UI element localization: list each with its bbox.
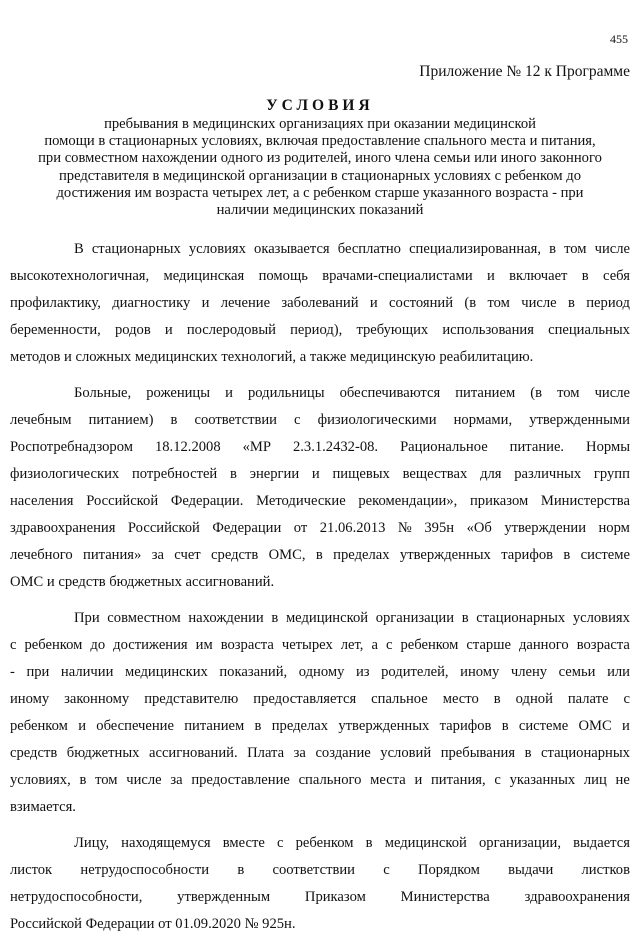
word: возраста	[220, 637, 274, 653]
word: в	[549, 241, 556, 257]
word: старше	[466, 637, 511, 653]
word: семьи	[558, 664, 596, 680]
word: за	[151, 547, 164, 563]
word: родителей,	[381, 664, 449, 680]
word: с	[10, 637, 17, 653]
text-line	[10, 767, 630, 794]
word: вместе	[222, 835, 265, 851]
word: соответствии	[272, 862, 355, 878]
text-line	[10, 317, 630, 344]
word: ребенком	[24, 637, 83, 653]
word: условиях	[572, 610, 630, 626]
word: для	[480, 466, 502, 482]
text-line	[10, 344, 630, 371]
text-line	[10, 542, 630, 569]
word: рекомендации»,	[358, 493, 458, 509]
word: медицинская	[163, 268, 245, 284]
word: нахождении	[188, 610, 264, 626]
page-number: 455	[610, 32, 628, 46]
text-line	[10, 263, 630, 290]
word: 2.3.1.2432-08.	[292, 439, 379, 455]
word: питанием)	[88, 412, 154, 428]
word: числе	[521, 295, 557, 311]
text-line	[10, 794, 630, 821]
word: в	[501, 718, 509, 734]
word: тарифов	[501, 547, 554, 563]
word: (в	[530, 385, 543, 401]
word: с	[383, 862, 390, 878]
word: нетрудоспособности	[80, 862, 210, 878]
word: послеродовый	[186, 322, 276, 338]
word: в	[365, 835, 373, 851]
word: средств	[211, 547, 259, 563]
word: в	[524, 745, 532, 761]
word: в	[230, 466, 237, 482]
word: ОМС	[578, 718, 612, 734]
word: Российской	[86, 493, 159, 509]
word: период),	[290, 322, 343, 338]
word: достижения	[113, 637, 188, 653]
word: нетрудоспособности,	[10, 889, 143, 905]
word: населения	[10, 493, 74, 509]
word: энергии	[249, 466, 300, 482]
word: родильницы	[247, 385, 325, 401]
text-line	[10, 632, 630, 659]
word: норм	[598, 520, 630, 536]
word: в	[170, 412, 178, 428]
word: медицинской	[384, 835, 467, 851]
word: требующих	[356, 322, 429, 338]
word: возраста	[576, 637, 630, 653]
word: условий	[380, 745, 432, 761]
word: врачами-специалистами	[322, 268, 473, 284]
word: иному	[460, 664, 500, 680]
word: обеспечение	[96, 718, 174, 734]
word: питание.	[509, 439, 565, 455]
word: период	[586, 295, 630, 311]
word: том	[95, 772, 118, 788]
word: профилактику,	[10, 295, 101, 311]
word: заболеваний	[281, 295, 359, 311]
word: в	[237, 862, 245, 878]
word: листков	[581, 862, 630, 878]
text-line	[10, 911, 630, 938]
word: ассигнований.	[149, 745, 238, 761]
text-line	[10, 434, 630, 461]
word: потребностей	[131, 466, 218, 482]
paragraph	[10, 830, 630, 938]
word: стационарных	[476, 610, 566, 626]
word: групп	[593, 466, 630, 482]
text-line	[10, 857, 630, 884]
word: физиологическими	[317, 412, 437, 428]
word: спальное	[371, 691, 428, 707]
word: в	[563, 547, 571, 563]
word: и	[225, 385, 233, 401]
word: и	[622, 718, 630, 734]
word: родов	[114, 322, 151, 338]
text-line	[10, 380, 630, 407]
text-line	[10, 740, 630, 767]
word: наличии	[60, 664, 114, 680]
word: специальных	[548, 322, 630, 338]
word: В	[74, 241, 84, 257]
word: том	[557, 385, 580, 401]
text-line	[10, 407, 630, 434]
word: Порядком	[417, 862, 480, 878]
word: Методические	[256, 493, 346, 509]
word: пищевых	[332, 466, 390, 482]
word: средств	[10, 745, 58, 761]
word: с	[494, 772, 501, 788]
word: здравоохранения	[524, 889, 630, 905]
subtitle-line: представителя в медицинской организации в стационарных условиях с ребенком до	[58, 167, 582, 184]
word: При	[74, 610, 100, 626]
document-title: УСЛОВИЯ	[266, 97, 374, 114]
word: одной	[515, 691, 553, 707]
word: счет	[174, 547, 201, 563]
word: утверждении	[504, 520, 586, 536]
word: предоставляется	[253, 691, 357, 707]
word: данного	[518, 637, 569, 653]
text-line	[10, 236, 630, 263]
word: при	[26, 664, 50, 680]
word: включает	[509, 268, 568, 284]
word: совместном	[107, 610, 181, 626]
word: Плата	[247, 745, 285, 761]
text-line	[10, 290, 630, 317]
text-line	[10, 605, 630, 632]
document-body	[10, 236, 630, 938]
word: им	[195, 637, 213, 653]
text-line	[10, 830, 630, 857]
word: числе	[594, 385, 630, 401]
word: Министерства	[400, 889, 490, 905]
word: «МР	[242, 439, 271, 455]
word: роженицы	[146, 385, 211, 401]
word: Федерации	[212, 520, 282, 536]
subtitle-line: наличии медицинских показаний	[216, 202, 424, 219]
word: Федерации.	[170, 493, 244, 509]
word: листок	[10, 862, 53, 878]
word: Российской	[127, 520, 200, 536]
word: и	[78, 718, 86, 734]
word: 21.06.2013	[319, 520, 386, 536]
word: том	[487, 295, 510, 311]
subtitle-line: пребывания в медицинских организациях при оказании медицинской	[104, 116, 536, 132]
word: от	[293, 520, 308, 536]
paragraph	[10, 380, 630, 596]
word: обеспечиваются	[339, 385, 441, 401]
word: четырех	[281, 637, 333, 653]
word: Нормы	[586, 439, 630, 455]
word: в	[254, 718, 262, 734]
word: (в	[464, 295, 477, 311]
word: и	[414, 772, 423, 788]
word: том	[564, 241, 587, 257]
word: системе	[580, 547, 630, 563]
word: лечение	[220, 295, 271, 311]
word: палате	[567, 691, 609, 707]
text-line	[10, 569, 630, 596]
word: и	[369, 295, 378, 311]
word: числе	[594, 241, 630, 257]
word: ребенком	[400, 637, 459, 653]
word: тарифов	[439, 718, 492, 734]
word: предоставление	[191, 772, 290, 788]
word: и	[311, 466, 320, 482]
word: организации	[375, 610, 455, 626]
word: 18.12.2008	[154, 439, 221, 455]
word: условиях,	[10, 772, 71, 788]
word: стационарных	[91, 241, 181, 257]
word: веществах	[402, 466, 468, 482]
word: условиях	[188, 241, 246, 257]
word: не	[615, 772, 630, 788]
word: бесплатно	[337, 241, 401, 257]
word: в	[271, 610, 279, 626]
word: специализированная,	[409, 241, 541, 257]
word: лечебным	[10, 412, 72, 428]
paragraph	[10, 236, 630, 371]
word: Лицу,	[74, 835, 110, 851]
text-line	[10, 713, 630, 740]
word: лиц	[583, 772, 607, 788]
word: в	[568, 295, 575, 311]
word: числе	[126, 772, 162, 788]
word: из	[355, 664, 370, 680]
word: Рациональное	[400, 439, 488, 455]
word: диагностику	[112, 295, 191, 311]
word: за	[293, 745, 306, 761]
subtitle-line: при совместном нахождении одного из родителей, иного члена семьи или иного законного	[38, 150, 602, 167]
word: питания,	[431, 772, 486, 788]
word: или	[607, 664, 630, 680]
word: с	[276, 835, 284, 851]
word: ОМС и средств бюджетных ассигнований.	[10, 574, 275, 590]
word: оказывается	[254, 241, 330, 257]
word: с	[623, 691, 630, 707]
word: себя	[603, 268, 630, 284]
word: ОМС,	[268, 547, 306, 563]
word: Больные,	[74, 385, 132, 401]
word: №	[397, 520, 412, 536]
word: питанием	[184, 718, 245, 734]
word: пределах	[333, 547, 390, 563]
word: а	[371, 637, 378, 653]
word: «Об	[466, 520, 492, 536]
word: одному	[298, 664, 345, 680]
word: организации,	[478, 835, 561, 851]
word: выдачи	[508, 862, 554, 878]
word: в	[581, 268, 589, 284]
word: места	[370, 772, 406, 788]
word: лет,	[340, 637, 364, 653]
word: и	[201, 295, 210, 311]
word: беременности,	[10, 322, 101, 338]
word: здравоохранения	[10, 520, 116, 536]
paragraph	[10, 605, 630, 821]
word: выдается	[573, 835, 630, 851]
word: различных	[514, 466, 582, 482]
word: и	[164, 322, 173, 338]
appendix-label: Приложение № 12 к Программе	[419, 63, 630, 80]
word: медицинской	[285, 610, 369, 626]
word: утвержденных	[338, 718, 430, 734]
text-line	[10, 884, 630, 911]
word: утвержденными	[529, 412, 630, 428]
word: ребенком	[295, 835, 354, 851]
word: с	[385, 637, 393, 653]
word: лечебного	[10, 547, 73, 563]
word: за	[170, 772, 183, 788]
word: приказом	[470, 493, 529, 509]
word: 395н	[424, 520, 455, 536]
word: питания»	[83, 547, 142, 563]
word: пребывания	[440, 745, 516, 761]
word: нормами,	[453, 412, 513, 428]
word: бюджетных	[66, 745, 140, 761]
word: показаний,	[219, 664, 288, 680]
word: законному	[64, 691, 130, 707]
word: утвержденных	[399, 547, 491, 563]
word: соответствии	[194, 412, 277, 428]
word: использования	[442, 322, 534, 338]
word: методов и сложных медицинских технологий, а также медицинскую реабилитацию.	[10, 349, 534, 365]
text-line	[10, 488, 630, 515]
word: представителю	[144, 691, 239, 707]
word: утвержденным	[177, 889, 271, 905]
word: Роспотребнадзором	[10, 439, 133, 455]
word: системе	[518, 718, 569, 734]
word: в	[461, 610, 469, 626]
word: физиологических	[10, 466, 120, 482]
text-line	[10, 515, 630, 542]
word: питанием	[455, 385, 516, 401]
text-line	[10, 659, 630, 686]
word: в	[79, 772, 87, 788]
word: помощь	[258, 268, 308, 284]
word: взимается.	[10, 799, 76, 815]
document-subtitle	[20, 116, 620, 219]
text-line	[10, 461, 630, 488]
word: находящемуся	[121, 835, 211, 851]
word: Министерства	[540, 493, 630, 509]
word: иному	[10, 691, 50, 707]
word: до	[90, 637, 106, 653]
text-line	[10, 686, 630, 713]
word: состояний	[389, 295, 454, 311]
word: место	[442, 691, 479, 707]
subtitle-line: достижения им возраста четырех лет, а с ребенком старше указанного возраста - при	[56, 184, 584, 201]
word: указанных	[509, 772, 576, 788]
word: медицинских	[124, 664, 208, 680]
word: Российской Федерации от 01.09.2020 № 925н.	[10, 916, 296, 932]
word: Приказом	[304, 889, 366, 905]
word: в	[493, 691, 501, 707]
word: ребенком	[10, 718, 68, 734]
word: и	[487, 268, 495, 284]
subtitle-line: помощи в стационарных условиях, включая предоставление спального места и питания,	[44, 133, 596, 150]
word: -	[10, 664, 15, 680]
word: стационарных	[541, 745, 630, 761]
word: пределах	[271, 718, 329, 734]
word: создание	[315, 745, 371, 761]
word: спального	[298, 772, 362, 788]
word: в	[315, 547, 323, 563]
word: члену	[510, 664, 548, 680]
word: высокотехнологичная,	[10, 268, 150, 284]
word: с	[294, 412, 301, 428]
